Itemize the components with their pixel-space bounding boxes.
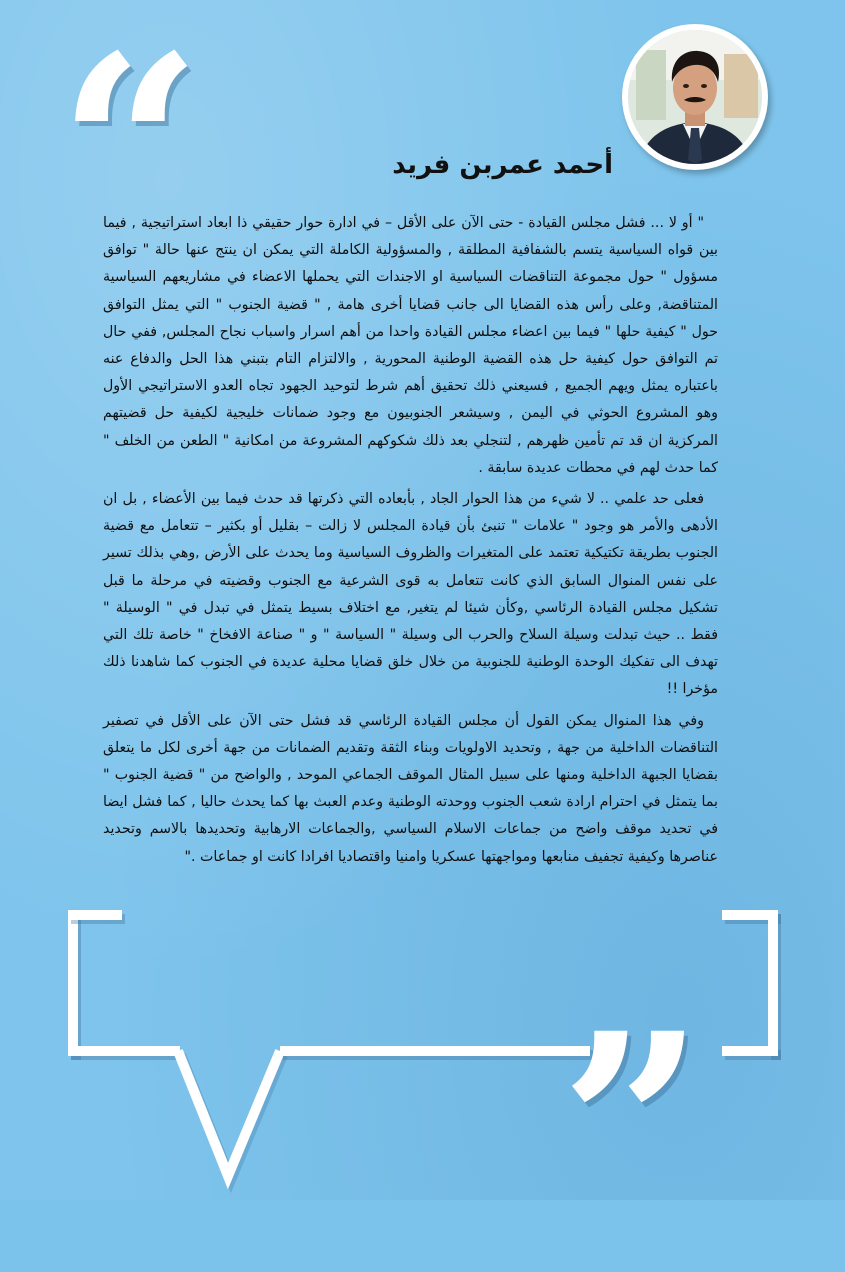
article-body	[103, 210, 718, 871]
author-portrait-frame	[622, 24, 768, 170]
speech-bubble-tail	[170, 1046, 290, 1186]
article-paragraph-3: وفي هذا المنوال يمكن القول أن مجلس القيادة الرئاسي قد فشل حتى الآن على الأقل في تصفير التناقضات الداخلية من جهة , وتحديد الاولويات وبناء الثقة وتقديم الضمانات من جهة أخرى لكل ما يتعلق بقضايا الجبهة الداخلية ومنها على سبيل المثال الموقف الجماعي الموحد , والواضح من " قضية الجنوب " بما يتمثل في احترام ارادة شعب الجنوب ووحدته الوطنية وعدم العبث بها كما يحدث حاليا , كما فشل ايضا في تحديد موقف واضح من جماعات الاسلام السياسي ,والجماعات الارهابية وتحديدها بالاسم وتحديد عناصرها وكيفية تجفيف منابعها ومواجهتها عسكريا وامنيا واقتصاديا افرادا كانت او جماعات ."	[103, 712, 718, 865]
author-name: أحمد عمربن فريد	[392, 150, 613, 180]
close-quote-mark-icon: ”	[560, 978, 704, 1272]
open-quote-mark-icon: “	[58, 0, 202, 294]
author-portrait	[628, 30, 762, 164]
article-paragraph-2: فعلى حد علمي .. لا شيء من هذا الحوار الجاد , بأبعاده التي ذكرتها قد حدث فيما بين الأعضاء , بل ان الأدهى والأمر هو وجود " علامات " تنبئ بأن قيادة المجلس لا زالت – بقليل أو بكثير – تتعامل مع قضية الجنوب بطريقة تكتيكية تعتمد على المتغيرات والظروف السياسية وما يحدث على الأرض ,وهي بذلك تسير على نفس المنوال السابق الذي كانت تتعامل به قوى الشرعية مع الجنوب وقضيته في مرحلة ما قبل تشكيل مجلس القيادة الرئاسي ,وكأن شيئا لم يتغير, مع اختلاف بسيط يتمثل في تبدل في " الوسيلة " فقط .. حيث تبدلت وسيلة السلاح والحرب الى وسيلة " السياسة " و " صناعة الافخاخ " خاصة تلك التي تهدف الى تفكيك الوحدة الوطنية للجنوبية من خلال خلق قضايا محلية عديدة في الجنوب كما شاهدنا ذلك مؤخرا !!	[103, 491, 718, 698]
article-paragraph-1: " أو لا ... فشل مجلس القيادة - حتى الآن على الأقل – في ادارة حوار حقيقي ذا ابعاد استراتيجية , فيما بين قواه السياسية يتسم بالشفافية المطلقة , والمسؤولية الكاملة التي يمكن ان ينتج عنها حالة " توافق مسؤول " حول مجموعة التناقضات السياسية او الاجندات التي يحملها الاعضاء في مشاريعهم السياسية المتناقضة, وعلى رأس هذه القضايا الى جانب قضايا أخرى هامة , " قضية الجنوب " التي يمثل التوافق حول " كيفية حلها " فيما بين اعضاء مجلس القيادة واحدا من أهم اسرار واسباب نجاح المجلس, ففي حال تم التوافق حول كيفية حل هذه القضية الوطنية المحورية , والالتزام التام بتبني هذا الحل والدفاع عنه باعتباره يمثل ويهم الجميع , فسيعني ذلك تحقيق أهم شرط لتوحيد الجهود تجاه العدو الاستراتيجي الأول وهو المشروع الحوثي في اليمن , وسيشعر الجنوبيون مع وجود ضمانات خليجية لكيفية حل قضيتهم المركزية ان قد تم تأمين ظهرهم , لتنجلي بعد ذلك شكوكهم المشروعة من امكانية " الطعن من الخلف " كما حدث لهم في محطات عديدة سابقة .	[103, 215, 718, 476]
